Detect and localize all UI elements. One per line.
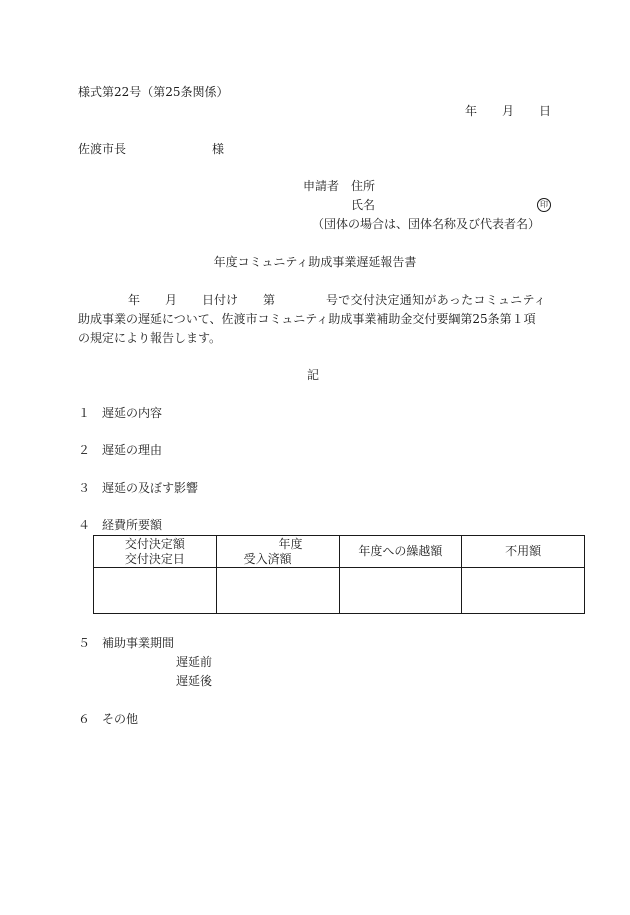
period-before: 遅延前 [176,655,213,669]
document-title: 年度コミュニティ助成事業遅延報告書 [213,255,417,269]
date-day: 日 [539,104,552,118]
header-line: 交付決定額 [124,536,185,551]
expense-table [93,535,585,614]
item-label: 遅延の及ぼす影響 [102,481,199,495]
period-after: 遅延後 [176,674,213,688]
header-cell-grant-amount [94,536,217,568]
body-line1-rest: 号で交付決定通知があったコミュニティ [326,293,547,307]
item-label: 遅延の内容 [102,406,163,420]
applicant-label: 申請者 [303,179,340,193]
header-cell-carryover: 年度への繰越額 [339,536,462,568]
item-label: その他 [102,712,139,726]
seal-icon: 印 [537,198,551,212]
table-cell [339,568,462,614]
address-label: 住所 [351,179,376,193]
addressee-name: 佐渡市長 [78,142,127,156]
header-line: 年度 [278,536,303,551]
addressee-honorific: 様 [212,142,225,156]
name-label: 氏名 [351,198,376,212]
item-label: 経費所要額 [102,518,163,532]
item-number: ６ [78,712,91,726]
body-year: 年 [128,293,141,307]
body-day-suffix: 日付け [202,293,239,307]
ki-heading: 記 [307,368,320,382]
item-number: ２ [78,443,91,457]
item-label: 遅延の理由 [102,443,163,457]
table-cell [216,568,339,614]
header-cell-unused: 不用額 [462,536,585,568]
body-line2: 助成事業の遅延について、佐渡市コミュニティ助成事業補助金交付要綱第25条第１項 [78,312,536,326]
item-number: １ [78,406,91,420]
date-month: 月 [502,104,515,118]
table-header-row [94,536,585,568]
header-line: 交付決定日 [124,551,185,566]
header-cell-received [216,536,339,568]
table-cell [94,568,217,614]
item-number: ３ [78,481,91,495]
item-number: ４ [78,518,91,532]
table-cell [462,568,585,614]
body-line3: の規定により報告します。 [78,331,222,345]
body-month: 月 [165,293,178,307]
item-number: ５ [78,636,91,650]
header-line: 受入済額 [243,551,292,566]
date-year: 年 [465,104,478,118]
body-dai: 第 [263,293,276,307]
org-note: （団体の場合は、団体名称及び代表者名） [312,217,541,231]
form-number: 様式第22号（第25条関係） [78,85,229,99]
item-label: 補助事業期間 [102,636,175,650]
table-row [94,568,585,614]
